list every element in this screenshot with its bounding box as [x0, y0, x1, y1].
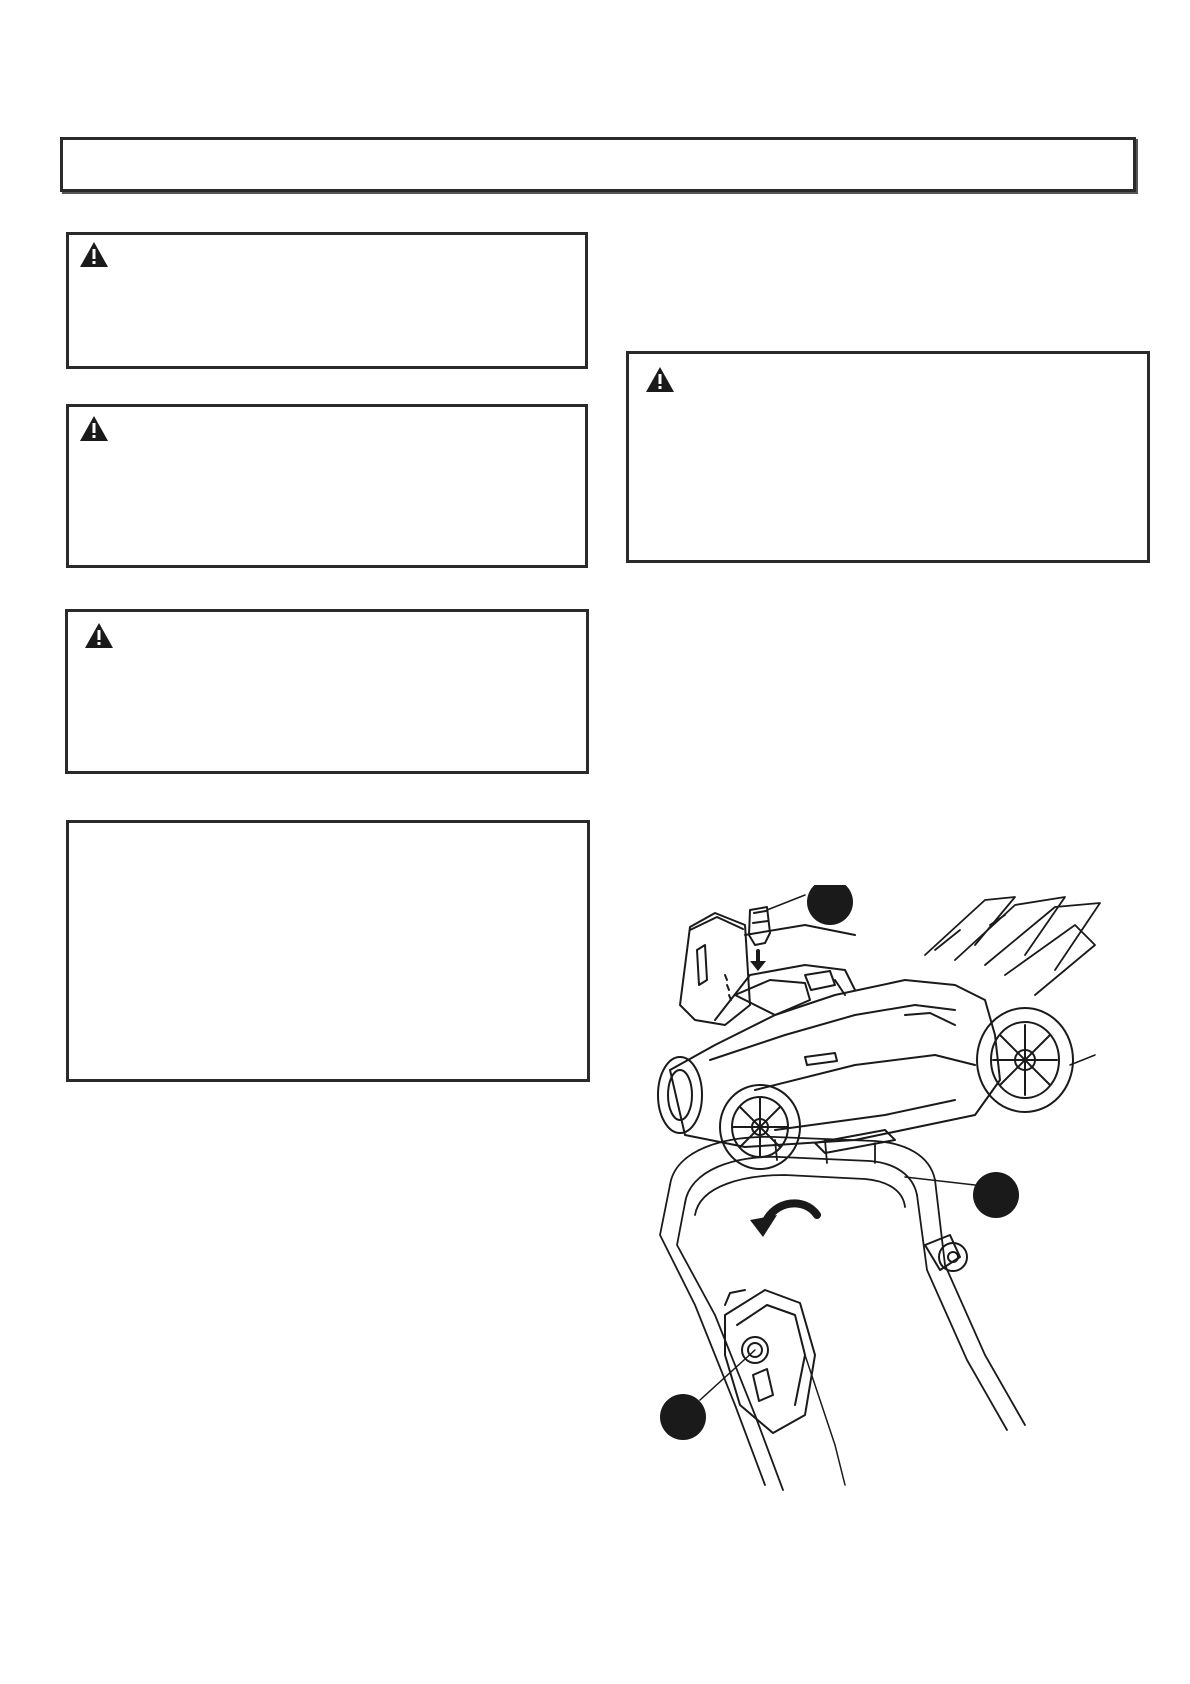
key-slot-housing	[715, 965, 855, 1020]
rear-wheel	[977, 1008, 1073, 1112]
callout-bubble-switch	[660, 1394, 706, 1440]
section-header-bar	[60, 137, 1136, 192]
mower-front-handle	[660, 1137, 1025, 1490]
callout-bubble-handle	[973, 1172, 1019, 1218]
callout-bubble-key	[807, 885, 853, 925]
lawn-mower-illustration	[655, 885, 1115, 1495]
mower-brand-plate	[805, 1053, 837, 1065]
warning-box-1	[66, 232, 588, 369]
warning-triangle-icon	[79, 415, 109, 442]
warning-triangle-icon	[645, 366, 675, 393]
callout-leader-handle	[905, 1177, 975, 1185]
rotate-arrow-head	[750, 1215, 777, 1237]
battery-pack	[680, 913, 855, 1025]
callout-leader-key	[767, 895, 805, 910]
front-right-wheel	[658, 1057, 702, 1133]
mower-rear-handle	[925, 897, 1100, 995]
warning-triangle-icon	[79, 241, 109, 268]
warning-box-2	[66, 404, 588, 568]
safety-key	[749, 907, 770, 945]
down-arrow-head	[750, 961, 766, 971]
warning-box-4	[626, 351, 1150, 563]
handle-knob	[925, 1235, 967, 1271]
warning-triangle-icon	[84, 622, 114, 649]
switch-box	[725, 1290, 815, 1433]
warning-box-3	[65, 609, 589, 774]
note-box	[66, 820, 590, 1082]
